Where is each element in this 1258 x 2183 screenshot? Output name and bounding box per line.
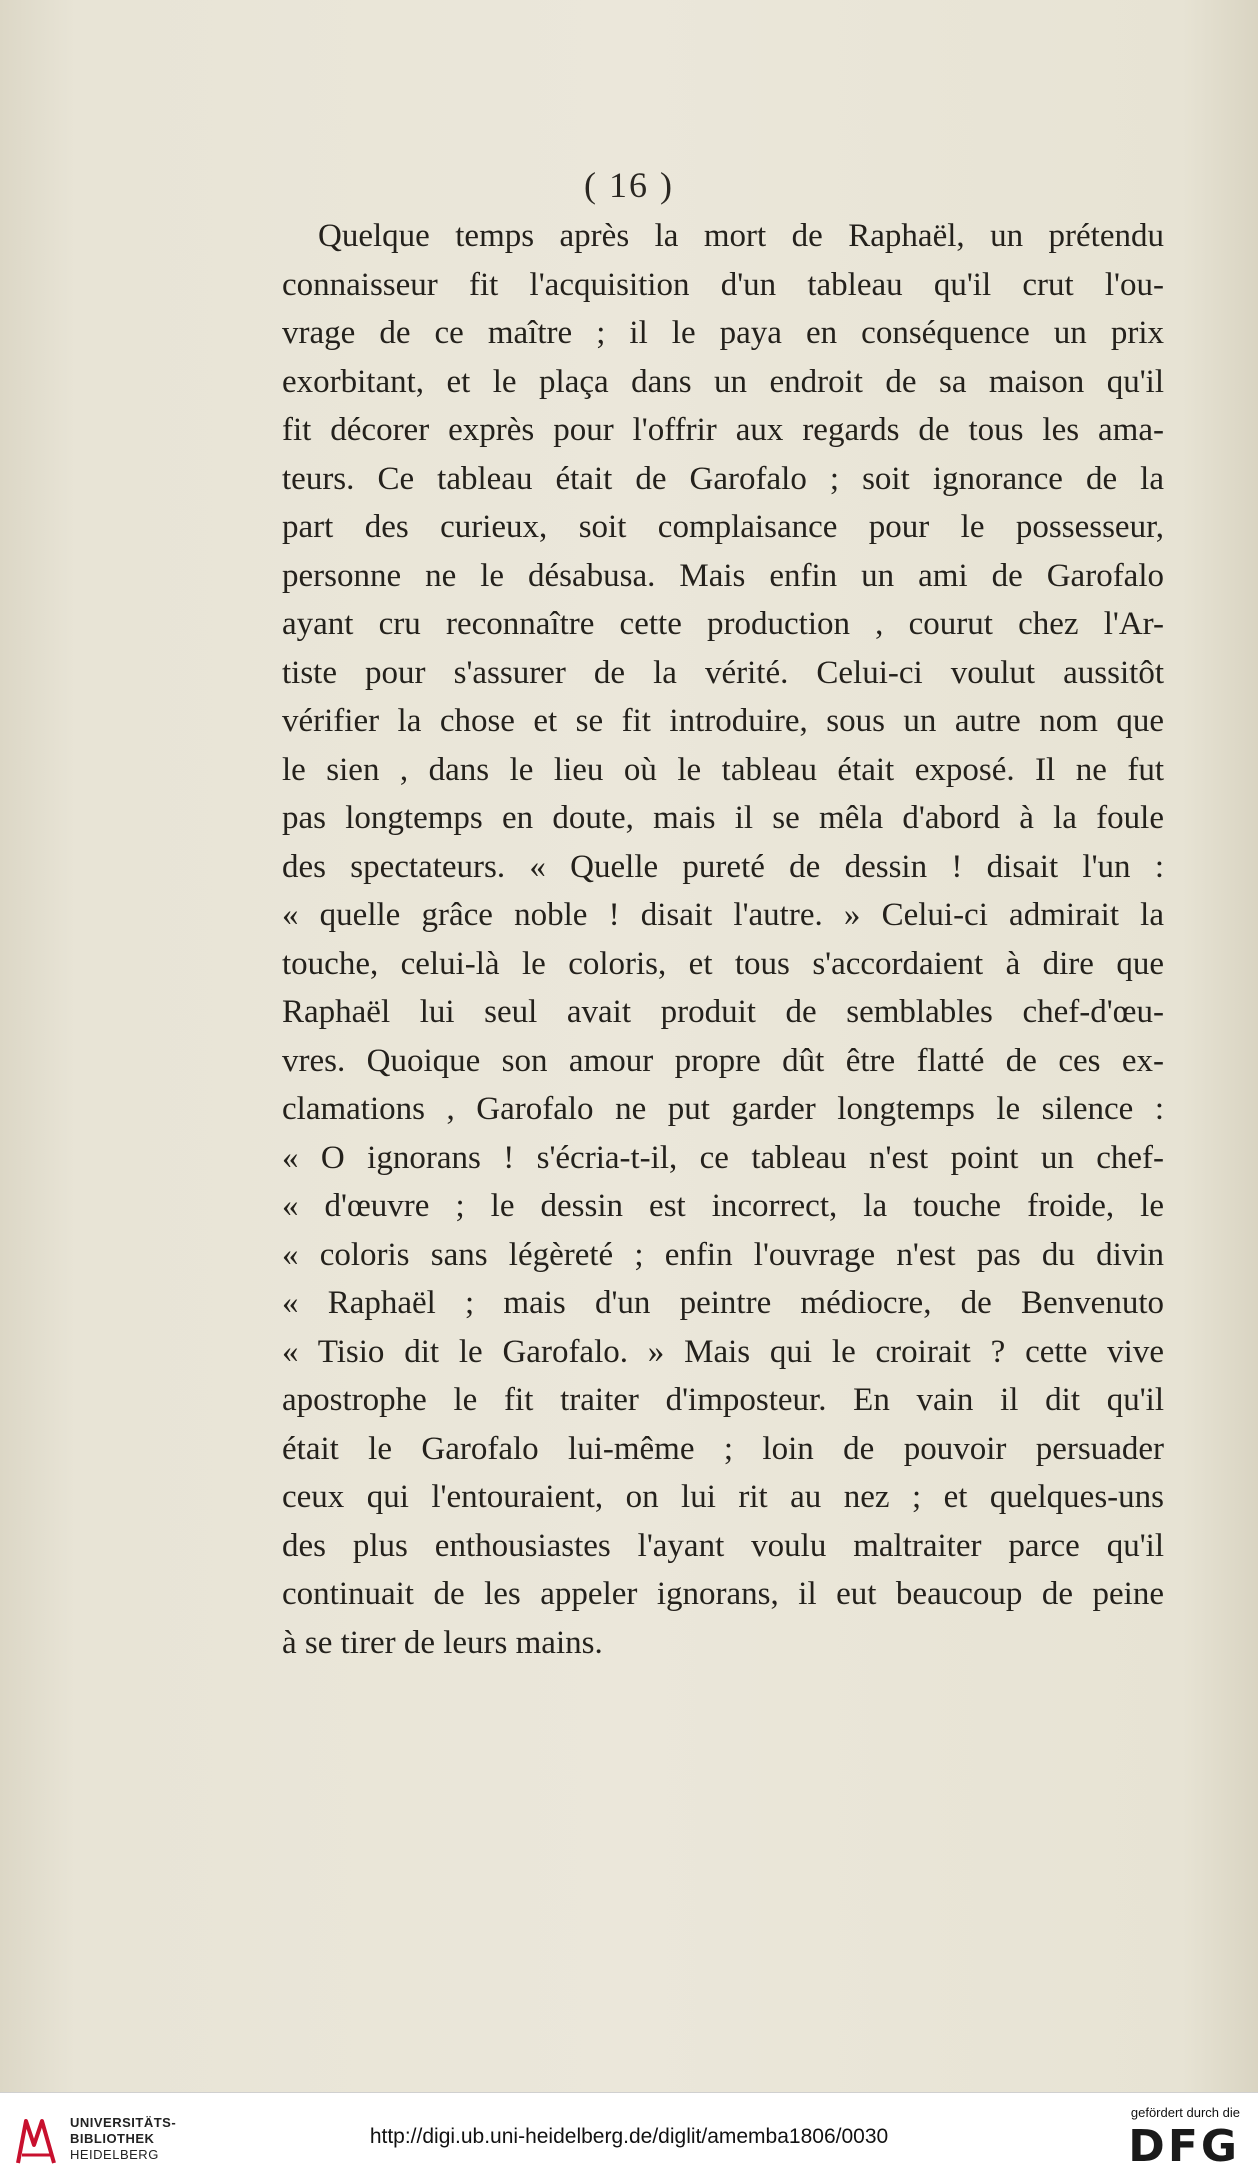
library-name-line: UNIVERSITÄTS- <box>70 2115 177 2130</box>
text-line: des spectateurs. « Quelle pureté de dessin ! disait l'un : <box>282 848 1164 885</box>
text-line: le sien , dans le lieu où le tableau était exposé. Il ne fut <box>282 751 1164 788</box>
text-line: Raphaël lui seul avait produit de semblables chef-d'œu- <box>282 994 1164 1030</box>
text-line: ayant cru reconnaître cette production , courut chez l'Ar- <box>282 606 1164 642</box>
text-line: vres. Quoique son amour propre dût être flatté de ces ex- <box>282 1042 1164 1079</box>
text-line: continuait de les appeler ignorans, il eut beaucoup de peine <box>282 1576 1164 1612</box>
text-line: était le Garofalo lui-même ; loin de pouvoir persuader <box>282 1430 1164 1467</box>
text-line: exorbitant, et le plaça dans un endroit de sa maison qu'il <box>282 363 1164 400</box>
text-line: clamations , Garofalo ne put garder longtemps le silence : <box>282 1091 1164 1127</box>
text-line: Quelque temps après la mort de Raphaël, un prétendu <box>318 218 1164 254</box>
dfg-logo[interactable]: DFG <box>1128 2121 1240 2172</box>
body-text <box>282 212 1164 1667</box>
text-line: « quelle grâce noble ! disait l'autre. » Celui-ci admirait la <box>282 897 1164 933</box>
text-line: connaisseur fit l'acquisition d'un tableau qu'il crut l'ou- <box>282 266 1164 303</box>
text-line: personne ne le désabusa. Mais enfin un ami de Garofalo <box>282 557 1164 594</box>
page-number: ( 16 ) <box>584 165 674 205</box>
text-line: « O ignorans ! s'écria-t-il, ce tableau n'est point un chef- <box>282 1139 1164 1176</box>
text-line: « coloris sans légèreté ; enfin l'ouvrage n'est pas du divin <box>282 1236 1164 1273</box>
footer-bar <box>0 2092 1258 2183</box>
permalink-url[interactable]: http://digi.ub.uni-heidelberg.de/diglit/amemba1806/0030 <box>369 2125 889 2148</box>
text-line: teurs. Ce tableau était de Garofalo ; soit ignorance de la <box>282 460 1164 497</box>
text-line: pas longtemps en doute, mais il se mêla d'abord à la foule <box>282 800 1164 836</box>
text-line: à se tirer de leurs mains. <box>282 1624 603 1661</box>
text-line: part des curieux, soit complaisance pour le possesseur, <box>282 509 1164 545</box>
text-line: tiste pour s'assurer de la vérité. Celui-ci voulut aussitôt <box>282 654 1164 691</box>
text-line: apostrophe le fit traiter d'imposteur. En vain il dit qu'il <box>282 1382 1164 1418</box>
text-line: vrage de ce maître ; il le paya en conséquence un prix <box>282 315 1164 351</box>
text-line: vérifier la chose et se fit introduire, sous un autre nom que <box>282 703 1164 739</box>
funding-notice <box>1128 2105 1240 2170</box>
text-line: touche, celui-là le coloris, et tous s'accordaient à dire que <box>282 945 1164 982</box>
text-line: « Tisio dit le Garofalo. » Mais qui le croirait ? cette vive <box>282 1333 1164 1370</box>
text-line: des plus enthousiastes l'ayant voulu maltraiter parce qu'il <box>282 1527 1164 1564</box>
text-line: « d'œuvre ; le dessin est incorrect, la touche froide, le <box>282 1188 1164 1224</box>
text-line: « Raphaël ; mais d'un peintre médiocre, de Benvenuto <box>282 1285 1164 1321</box>
library-name-line: HEIDELBERG <box>70 2147 159 2162</box>
text-line: ceux qui l'entouraient, on lui rit au nez ; et quelques-uns <box>282 1479 1164 1515</box>
funded-by-label: gefördert durch die <box>1130 2105 1240 2120</box>
library-name-line: BIBLIOTHEK <box>70 2131 155 2146</box>
text-line: fit décorer exprès pour l'offrir aux regards de tous les ama- <box>282 412 1164 448</box>
